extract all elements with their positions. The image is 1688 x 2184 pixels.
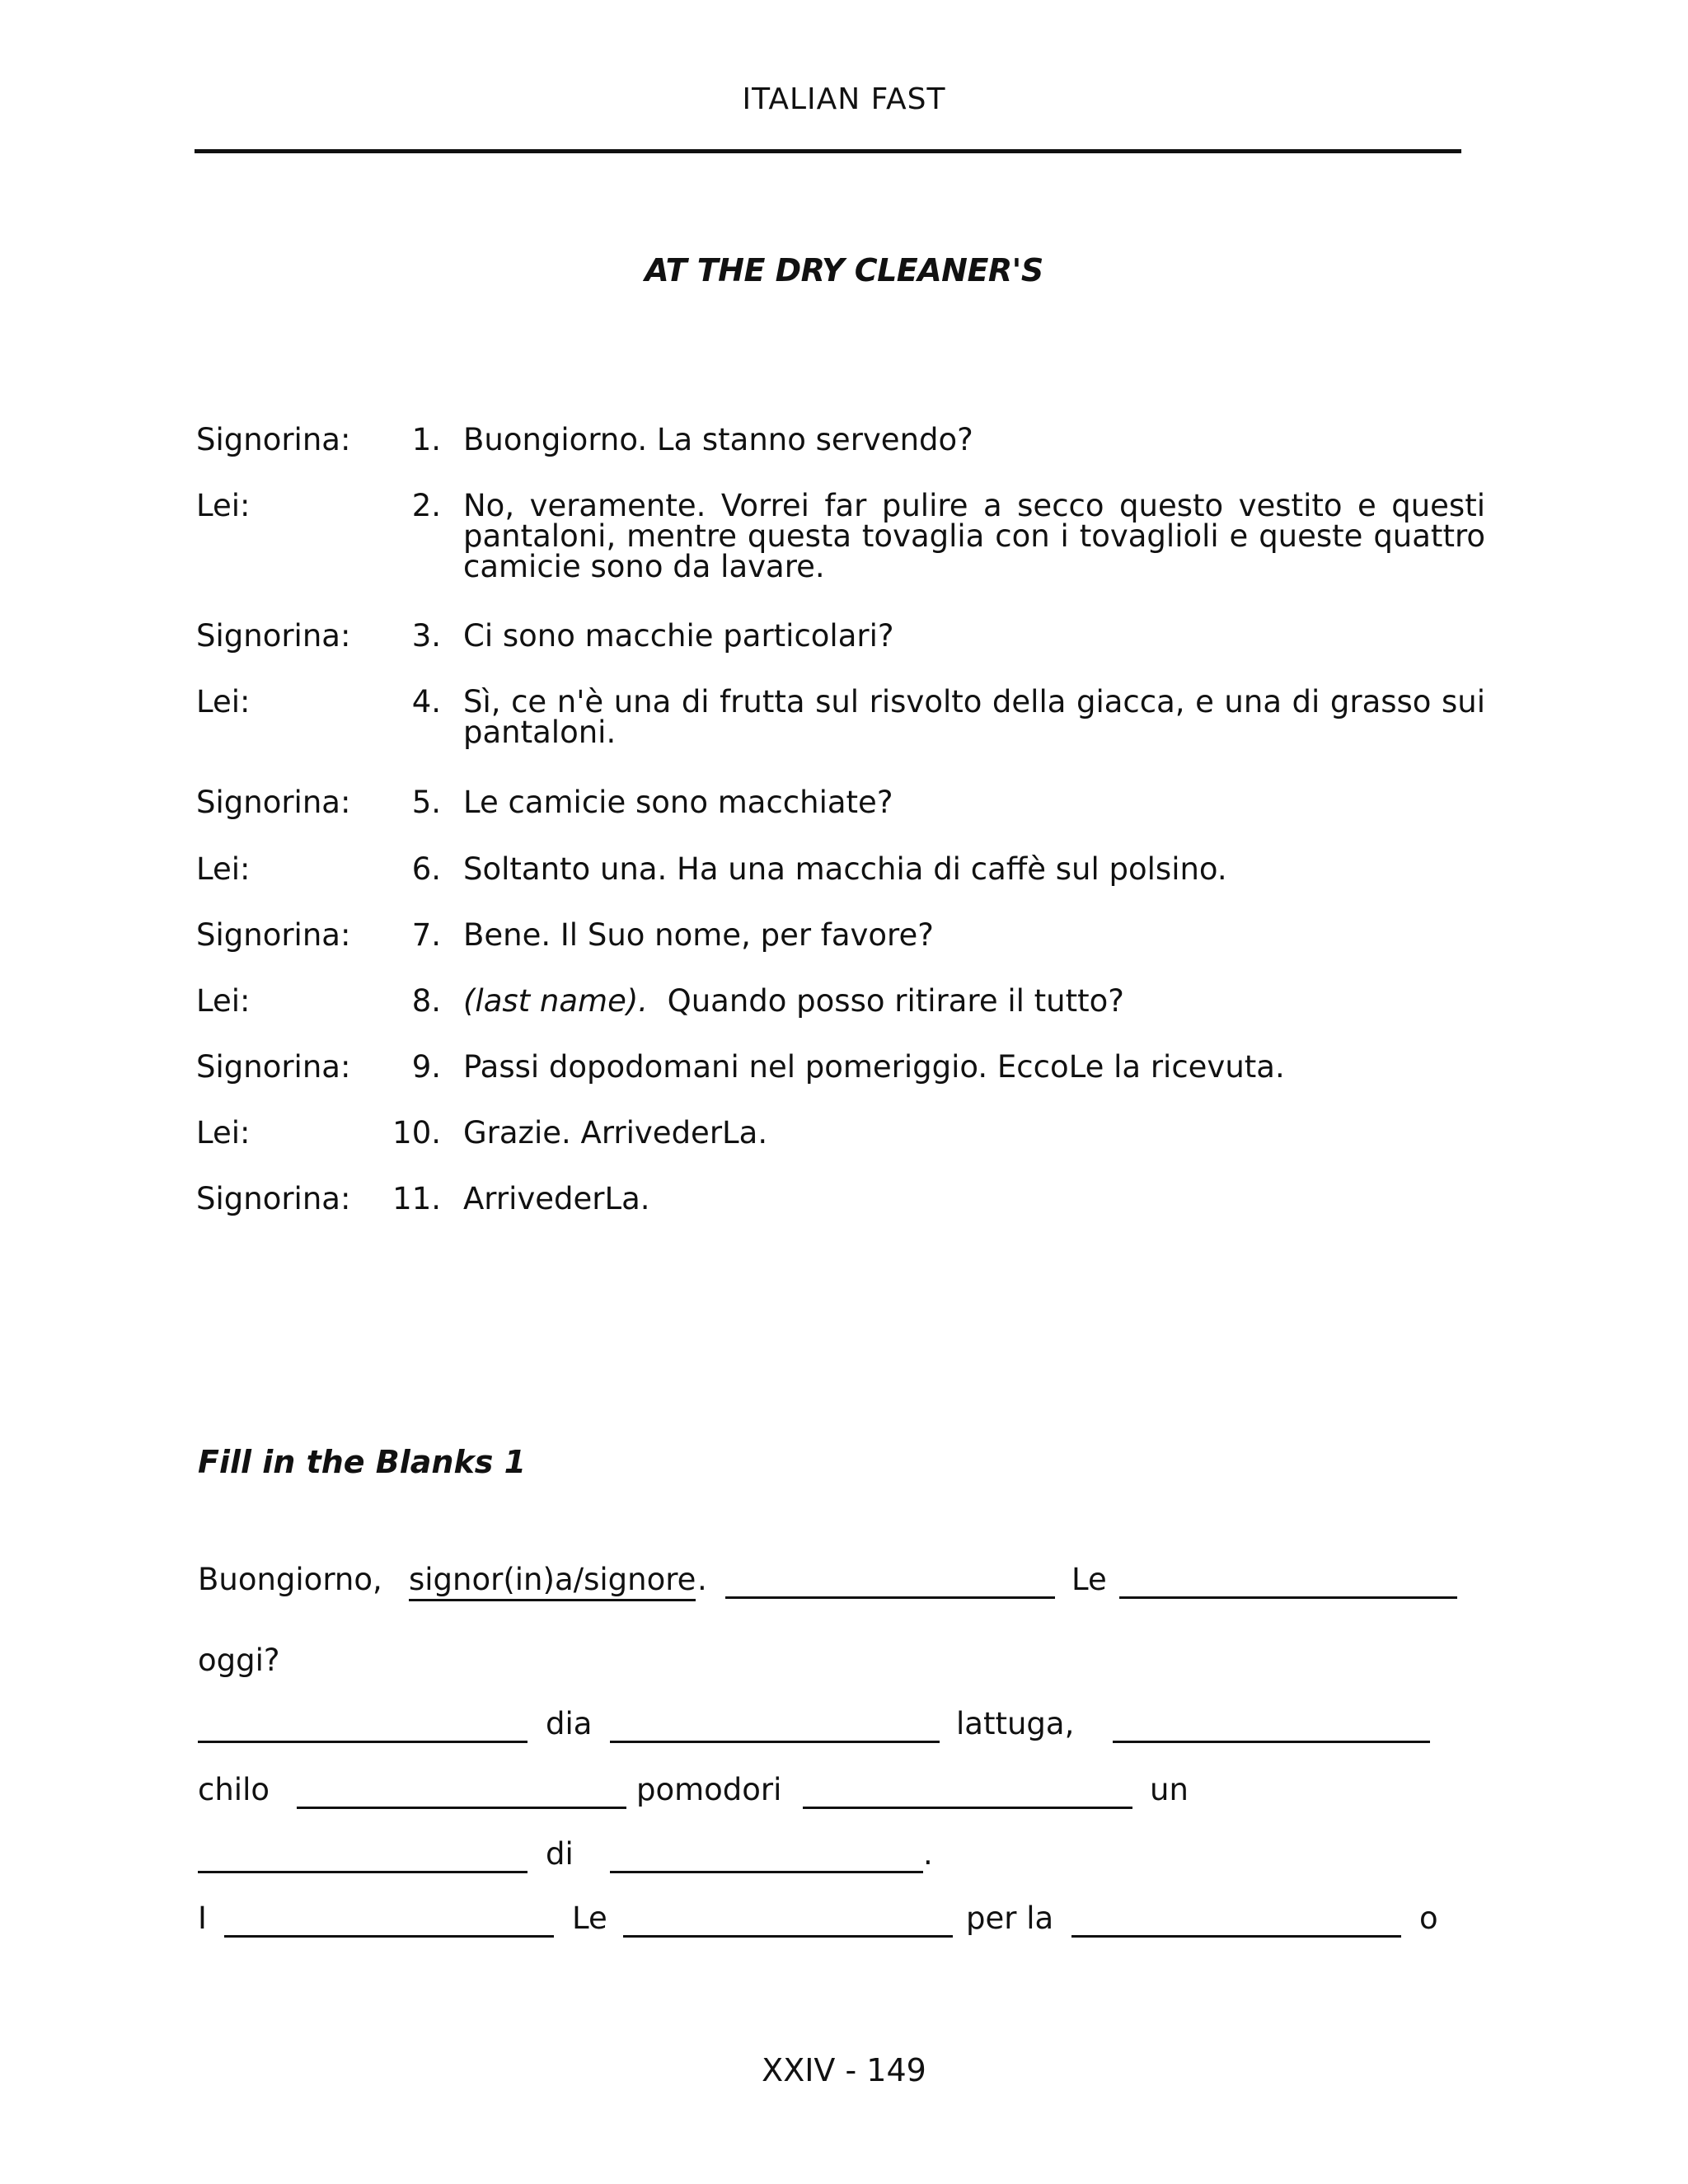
word: lattuga, <box>956 1706 1075 1741</box>
speaker-label: Lei: <box>196 851 251 887</box>
word: Buongiorno, <box>198 1562 382 1597</box>
line-number: 11. <box>392 1181 441 1216</box>
word: . <box>923 1836 933 1872</box>
fill-row <box>0 1900 1688 1942</box>
line-text-rest: Quando posso ritirare il tutto? <box>667 983 1124 1019</box>
blank-line[interactable] <box>610 1741 940 1743</box>
line-number: 9. <box>411 1049 441 1085</box>
line-text: Buongiorno. La stanno servendo? <box>463 422 973 457</box>
fill-row <box>0 1643 1688 1684</box>
word: o <box>1419 1900 1438 1936</box>
line-text: Grazie. ArrivederLa. <box>463 1115 768 1151</box>
line-number: 1. <box>411 422 441 457</box>
blank-line[interactable] <box>198 1871 528 1873</box>
line-text: Passi dopodomani nel pomeriggio. EccoLe la ricevuta. <box>463 1049 1285 1085</box>
speaker-label: Signorina: <box>196 917 351 953</box>
section-title: AT THE DRY CLEANER'S <box>645 252 1043 288</box>
blank-line[interactable] <box>1071 1935 1401 1938</box>
word: pomodori <box>636 1772 782 1807</box>
blank-line[interactable] <box>1119 1596 1457 1599</box>
blank-line[interactable] <box>623 1935 953 1938</box>
italic-placeholder: (last name). <box>463 983 649 1019</box>
line-text: No, veramente. Vorrei far pulire a secco questo vestito e questi pantaloni, mentre questa tovaglia con i tovaglioli e queste quattro camicie sono da lavare. <box>463 488 1485 584</box>
speaker-label: Signorina: <box>196 1181 351 1216</box>
speaker-label: Signorina: <box>196 618 351 654</box>
line-text: Soltanto una. Ha una macchia di caffè sul polsino. <box>463 851 1227 887</box>
speaker-label: Lei: <box>196 684 251 719</box>
blank-line[interactable] <box>224 1935 554 1938</box>
word: chilo <box>198 1772 270 1807</box>
line-number: 5. <box>411 785 441 820</box>
line-text: Le camicie sono macchiate? <box>463 785 893 820</box>
page-number: XXIV - 149 <box>762 2052 926 2088</box>
line-number: 7. <box>411 917 441 953</box>
blank-line[interactable] <box>803 1807 1132 1809</box>
blank-line[interactable] <box>297 1807 626 1809</box>
speaker-label: Signorina: <box>196 785 351 820</box>
blank-line[interactable] <box>1113 1741 1430 1743</box>
fill-row <box>0 1836 1688 1877</box>
fill-row <box>0 1562 1688 1603</box>
line-text: Bene. Il Suo nome, per favore? <box>463 917 934 953</box>
line-text: Ci sono macchie particolari? <box>463 618 894 654</box>
exercise-title: Fill in the Blanks 1 <box>198 1444 527 1480</box>
word: per la <box>966 1900 1054 1936</box>
word: dia <box>546 1706 593 1741</box>
speaker-label: Lei: <box>196 983 251 1019</box>
blank-line[interactable] <box>610 1871 923 1873</box>
line-number: 8. <box>411 983 441 1019</box>
word: I <box>198 1900 207 1936</box>
line-number: 3. <box>411 618 441 654</box>
speaker-label: Lei: <box>196 1115 251 1151</box>
word: Le <box>572 1900 607 1936</box>
word: oggi? <box>198 1643 280 1678</box>
line-text: Sì, ce n'è una di frutta sul risvolto della giacca, e una di grasso sui pantaloni. <box>463 684 1485 750</box>
word: un <box>1150 1772 1189 1807</box>
fill-row <box>0 1706 1688 1747</box>
line-text: ArrivederLa. <box>463 1181 650 1216</box>
line-number: 10. <box>392 1115 441 1151</box>
running-header: ITALIAN FAST <box>742 82 946 116</box>
line-number: 2. <box>411 488 441 523</box>
line-number: 4. <box>411 684 441 719</box>
underlined-answer: signor(in)a/signore <box>409 1562 696 1601</box>
blank-line[interactable] <box>725 1596 1055 1599</box>
speaker-label: Lei: <box>196 488 251 523</box>
word: . <box>697 1562 707 1597</box>
speaker-label: Signorina: <box>196 1049 351 1085</box>
speaker-label: Signorina: <box>196 422 351 457</box>
blank-line[interactable] <box>198 1741 528 1743</box>
header-divider <box>195 149 1461 153</box>
word: di <box>546 1836 574 1872</box>
line-number: 6. <box>411 851 441 887</box>
fill-row <box>0 1772 1688 1813</box>
word: Le <box>1071 1562 1107 1597</box>
line-text <box>463 983 1485 1019</box>
